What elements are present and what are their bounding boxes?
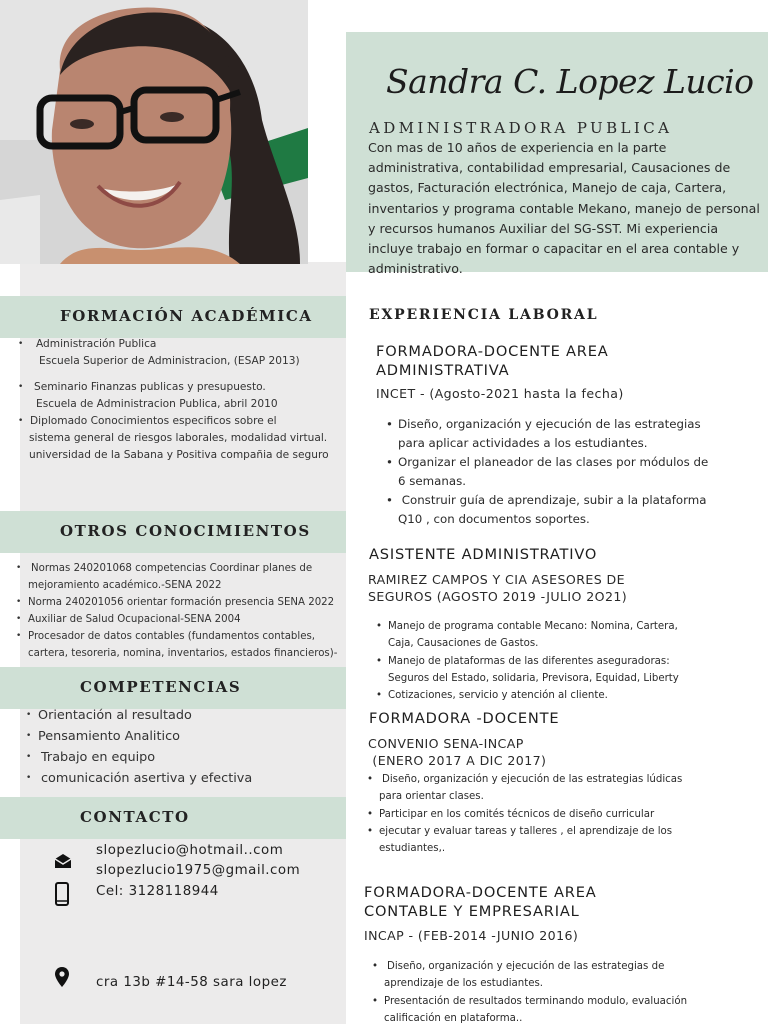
job-title-line: FORMADORA-DOCENTE AREA — [364, 884, 597, 901]
candidate-role: ADMINISTRADORA PUBLICA — [369, 119, 673, 137]
bullet-text: para aplicar actividades a los estudiantes. — [398, 436, 648, 450]
phone-number: Cel: 3128118944 — [96, 884, 219, 899]
job-org-line: (ENERO 2017 A DIC 2017) — [368, 753, 547, 768]
list-item — [30, 413, 346, 464]
job-title — [364, 883, 597, 921]
formacion-item-title: • Seminario Finanzas publicas y presupuesto. — [34, 381, 266, 393]
bullet-text: • Diseño, organización y ejecución de las estrategias de — [387, 961, 665, 972]
list-item — [30, 379, 346, 413]
job-organization: INCAP - (FEB-2014 -JUNIO 2016) — [364, 928, 579, 943]
address: cra 13b #14-58 sara lopez — [96, 975, 287, 990]
section-title-contacto: CONTACTO — [80, 808, 190, 826]
formacion-item-institution: universidad de la Sabana y Positiva compañia de seguro — [29, 449, 329, 461]
list-item: • comunicación asertiva y efectiva — [38, 768, 338, 789]
list-item — [379, 771, 754, 806]
bullet-text: • Cotizaciones, servicio y atención al cliente. — [388, 690, 608, 702]
profile-summary: Con mas de 10 años de experiencia en la parte administrativa, contabilidad empresarial, Causaciones de gastos, Facturación electrónica, Manejo de caja, Cartera, inventarios y programa contable Mekano, manejo de personal y recursos humanos Auxiliar del SG-SST. Mi experiencia incluye trabajo en formar o capacitar en el area contable y administrativo. — [368, 140, 760, 277]
bullet-text: para orientar clases. — [379, 791, 484, 803]
job-title — [369, 709, 559, 728]
otros-item-text: • Norma 240201056 orientar formación presencia SENA 2022 — [28, 597, 335, 608]
formacion-item-institution: Escuela de Administracion Publica, abril 2010 — [36, 398, 278, 410]
email-hotmail[interactable]: slopezlucio@hotmail..com — [96, 843, 284, 858]
job-bullets — [398, 415, 748, 529]
bullet-text: estudiantes,. — [379, 843, 446, 855]
location-pin-icon — [54, 966, 70, 988]
job-title — [369, 545, 597, 564]
list-item — [398, 453, 748, 491]
job-title-line: CONTABLE Y EMPRESARIAL — [364, 903, 580, 920]
job-title-line: ADMINISTRATIVA — [376, 362, 510, 379]
job-org-line: RAMIREZ CAMPOS Y CIA ASESORES DE — [368, 572, 626, 587]
section-title-experiencia: EXPERIENCIA LABORAL — [369, 307, 599, 323]
list-item — [28, 560, 346, 594]
otros-item-text: • Procesador de datos contables (fundamentos contables, — [28, 631, 316, 642]
formacion-item-institution: Escuela Superior de Administracion, (ESAP 2013) — [39, 355, 300, 367]
section-header-formacion — [0, 296, 346, 338]
list-item — [388, 653, 753, 688]
job-title-line: ASISTENTE ADMINISTRATIVO — [369, 546, 598, 563]
bullet-text: aprendizaje de los estudiantes. — [384, 978, 544, 990]
formacion-item-title: • Administración Publica — [36, 338, 157, 350]
list-item — [28, 628, 346, 662]
otros-item-text: • Auxiliar de Salud Ocupacional-SENA 2004 — [28, 614, 241, 625]
job-org-line: CONVENIO SENA-INCAP — [368, 736, 524, 751]
email-gmail[interactable]: slopezlucio1975@gmail.com — [96, 863, 301, 878]
bullet-text: • Presentación de resultados terminando modulo, evaluación — [384, 995, 688, 1007]
profile-photo — [0, 0, 308, 264]
bullet-text: • Participar en los comités técnicos de diseño curricular — [379, 808, 655, 820]
list-item — [379, 823, 754, 858]
section-title-formacion: FORMACIÓN ACADÉMICA — [60, 307, 313, 325]
list-item: • Pensamiento Analitico — [38, 726, 338, 747]
list-item — [398, 415, 748, 453]
job-title-line: FORMADORA-DOCENTE AREA — [376, 343, 609, 360]
list-item — [28, 594, 346, 611]
candidate-name: Sandra C. Lopez Lucio — [386, 62, 754, 101]
otros-item-text: cartera, tesoreria, nomina, inventarios, estados financieros)- — [28, 648, 338, 659]
otros-item-text: mejoramiento académico.-SENA 2022 — [28, 580, 222, 591]
bullet-text: Seguros del Estado, solidaria, Previsora, Equidad, Liberty — [388, 672, 679, 684]
section-header-competencias — [0, 667, 346, 709]
otros-item-text: • Normas 240201068 competencias Coordinar planes de — [31, 563, 313, 574]
list-item — [30, 336, 346, 370]
list-item — [388, 687, 753, 704]
job-organization — [368, 571, 627, 605]
list-item — [388, 618, 753, 653]
list-item — [384, 993, 754, 1027]
bullet-text: • Manejo de plataformas de las diferentes aseguradoras: — [388, 655, 670, 667]
otros-list — [28, 560, 346, 662]
bullet-text: • Manejo de programa contable Mecano: Nomina, Cartera, — [388, 621, 678, 632]
bullet-text: Q10 , con documentos soportes. — [398, 512, 590, 526]
bullet-text: • Diseño, organización y ejecución de las estrategias lúdicas — [382, 774, 683, 785]
portrait-image — [0, 0, 308, 264]
envelope-icon — [54, 853, 72, 869]
job-title — [376, 342, 609, 380]
phone-icon — [55, 882, 69, 906]
job-organization — [368, 735, 546, 769]
section-title-otros: OTROS CONOCIMIENTOS — [60, 522, 311, 540]
job-org-line: SEGUROS (AGOSTO 2019 -JULIO 2O21) — [368, 589, 628, 604]
bullet-text: 6 semanas. — [398, 474, 466, 488]
bullet-text: • Construir guía de aprendizaje, subir a la plataforma — [398, 493, 707, 507]
bullet-text: • ejecutar y evaluar tareas y talleres , el aprendizaje de los — [379, 825, 673, 837]
bullet-text: Caja, Causaciones de Gastos. — [388, 638, 539, 650]
list-item — [28, 611, 346, 628]
bullet-text: calificación en plataforma.. — [384, 1012, 523, 1024]
bullet-text: • Organizar el planeador de las clases por módulos de — [398, 455, 709, 469]
section-header-otros — [0, 511, 346, 553]
competencias-list — [38, 705, 338, 789]
list-item — [398, 491, 748, 529]
section-title-competencias: COMPETENCIAS — [80, 678, 242, 696]
list-item: • Trabajo en equipo — [38, 747, 338, 768]
job-bullets — [379, 771, 754, 857]
formacion-item-detail: sistema general de riesgos laborales, modalidad virtual. — [29, 432, 328, 444]
formacion-list — [30, 336, 346, 464]
list-item — [379, 806, 754, 823]
job-organization: INCET - (Agosto-2021 hasta la fecha) — [376, 386, 624, 401]
list-item — [384, 958, 754, 993]
job-bullets — [384, 958, 754, 1027]
job-title-line: FORMADORA -DOCENTE — [369, 710, 560, 727]
bullet-text: • Diseño, organización y ejecución de las estrategias — [398, 417, 701, 431]
job-bullets — [388, 618, 753, 704]
section-header-contacto — [0, 797, 346, 839]
formacion-item-title: • Diplomado Conocimientos especificos sobre el — [30, 415, 277, 427]
list-item: • Orientación al resultado — [38, 705, 338, 726]
